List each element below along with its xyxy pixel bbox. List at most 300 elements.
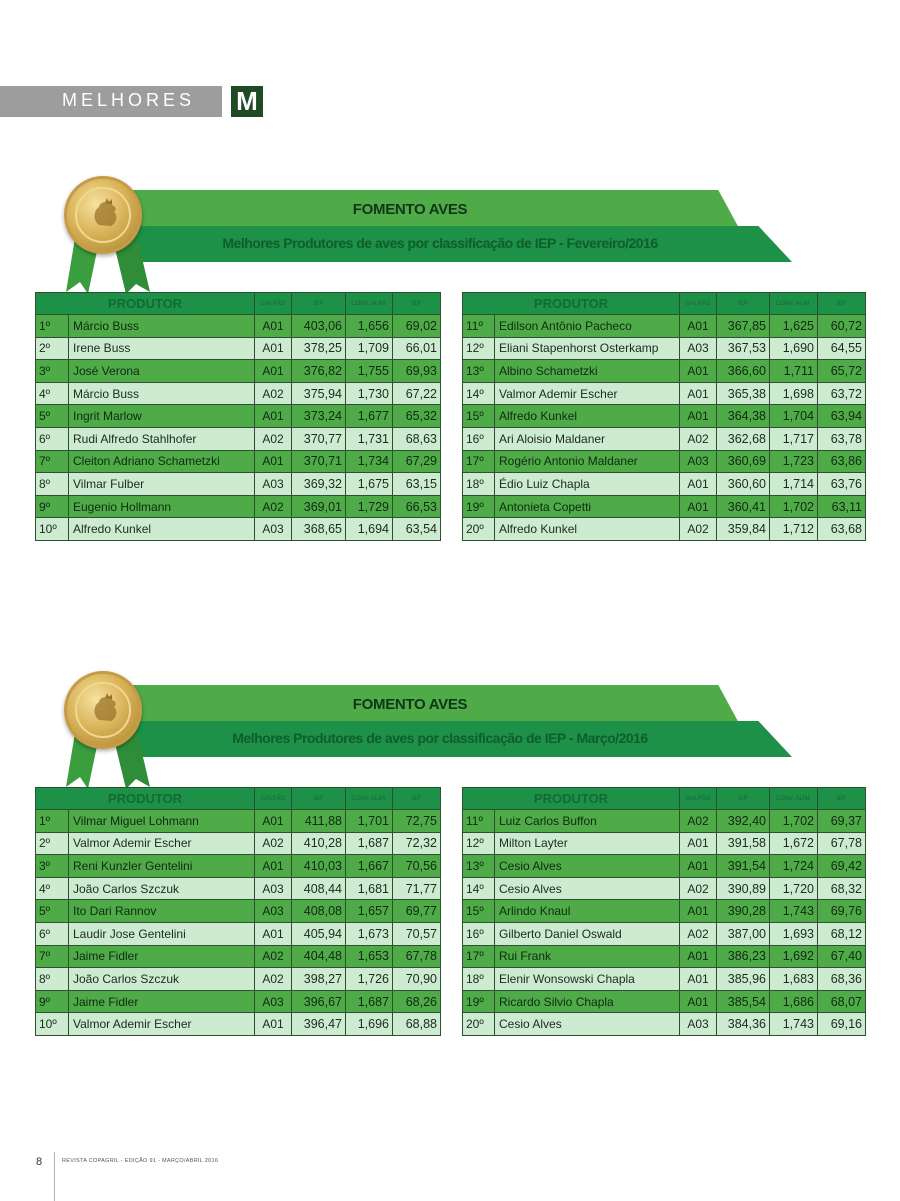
col-conv: CONV. ALIM.: [346, 293, 393, 315]
producer-cell: Édio Luiz Chapla: [495, 473, 680, 496]
conversion-cell: 1,657: [346, 900, 393, 923]
code-cell: A01: [255, 405, 292, 428]
rank-cell: 17º: [463, 450, 495, 473]
table-row: [463, 473, 866, 496]
code-cell: A01: [255, 315, 292, 338]
rank-cell: 2º: [36, 832, 69, 855]
ief-cell: 63,15: [393, 473, 441, 496]
table-row: [36, 337, 441, 360]
col-ief: IEF: [818, 788, 866, 810]
code-cell: A02: [255, 495, 292, 518]
code-cell: A01: [255, 360, 292, 383]
producer-cell: Edilson Antônio Pacheco: [495, 315, 680, 338]
table-row: [463, 382, 866, 405]
table-row: [463, 360, 866, 383]
table-header-row: [36, 788, 441, 810]
table-row: [463, 810, 866, 833]
table-row: [463, 450, 866, 473]
iep-cell: 396,67: [292, 990, 346, 1013]
ief-cell: 63,68: [818, 518, 866, 541]
code-cell: A02: [255, 945, 292, 968]
ief-cell: 68,12: [818, 922, 866, 945]
rank-cell: 20º: [463, 518, 495, 541]
iep-cell: 359,84: [717, 518, 770, 541]
code-cell: A02: [255, 427, 292, 450]
footer-caption: REVISTA COPAGRIL - EDIÇÃO 91 - MARÇO/ABRIL 2016: [62, 1158, 219, 1164]
col-code: GALPÃO: [680, 293, 717, 315]
iep-cell: 391,58: [717, 832, 770, 855]
ief-cell: 69,42: [818, 855, 866, 878]
table-header-row: [36, 293, 441, 315]
producer-cell: Eugenio Hollmann: [69, 495, 255, 518]
code-cell: A02: [680, 877, 717, 900]
conversion-cell: 1,734: [346, 450, 393, 473]
code-cell: A01: [680, 990, 717, 1013]
producer-cell: Cesio Alves: [495, 1013, 680, 1036]
producer-cell: Valmor Ademir Escher: [69, 1013, 255, 1036]
table-row: [463, 900, 866, 923]
ief-cell: 63,78: [818, 427, 866, 450]
ief-cell: 70,90: [393, 968, 441, 991]
ief-cell: 63,72: [818, 382, 866, 405]
producer-cell: Vilmar Miguel Lohmann: [69, 810, 255, 833]
iep-cell: 364,38: [717, 405, 770, 428]
code-cell: A03: [680, 1013, 717, 1036]
code-cell: A01: [680, 945, 717, 968]
producer-cell: Valmor Ademir Escher: [69, 832, 255, 855]
conversion-cell: 1,755: [346, 360, 393, 383]
rank-cell: 5º: [36, 900, 69, 923]
ief-cell: 67,40: [818, 945, 866, 968]
table-row: [463, 990, 866, 1013]
col-code: GALPÃO: [680, 788, 717, 810]
conversion-cell: 1,717: [770, 427, 818, 450]
code-cell: A01: [680, 382, 717, 405]
conversion-cell: 1,653: [346, 945, 393, 968]
table-row: [36, 473, 441, 496]
rank-cell: 3º: [36, 360, 69, 383]
conversion-cell: 1,702: [770, 495, 818, 518]
col-conv: CONV. ALIM.: [770, 293, 818, 315]
producer-cell: Ari Aloisio Maldaner: [495, 427, 680, 450]
producer-cell: Gilberto Daniel Oswald: [495, 922, 680, 945]
rank-cell: 15º: [463, 900, 495, 923]
code-cell: A01: [680, 473, 717, 496]
producer-cell: Alfredo Kunkel: [495, 518, 680, 541]
producer-cell: Antonieta Copetti: [495, 495, 680, 518]
iep-cell: 411,88: [292, 810, 346, 833]
table-row: [463, 427, 866, 450]
ief-cell: 66,01: [393, 337, 441, 360]
conversion-cell: 1,730: [346, 382, 393, 405]
rank-cell: 18º: [463, 473, 495, 496]
producer-cell: Albino Schametzki: [495, 360, 680, 383]
ief-cell: 67,78: [393, 945, 441, 968]
rank-cell: 11º: [463, 315, 495, 338]
table-row: [463, 405, 866, 428]
section-subtitle: Melhores Produtores de aves por classificação de IEP - Março/2016: [232, 730, 648, 746]
iep-cell: 392,40: [717, 810, 770, 833]
conversion-cell: 1,692: [770, 945, 818, 968]
iep-cell: 360,69: [717, 450, 770, 473]
table-row: [36, 900, 441, 923]
conversion-cell: 1,743: [770, 900, 818, 923]
rank-cell: 10º: [36, 518, 69, 541]
section-label: MELHORES: [62, 90, 196, 110]
conversion-cell: 1,709: [346, 337, 393, 360]
table-row: [463, 337, 866, 360]
col-iep: IEP: [717, 293, 770, 315]
table-row: [463, 315, 866, 338]
ief-cell: 64,55: [818, 337, 866, 360]
iep-cell: 410,28: [292, 832, 346, 855]
gold-medal-icon: [64, 671, 142, 749]
rank-cell: 20º: [463, 1013, 495, 1036]
producer-cell: Eliani Stapenhorst Osterkamp: [495, 337, 680, 360]
iep-cell: 370,71: [292, 450, 346, 473]
conversion-cell: 1,702: [770, 810, 818, 833]
code-cell: A03: [255, 518, 292, 541]
producer-cell: Rogério Antonio Maldaner: [495, 450, 680, 473]
col-producer: PRODUTOR: [463, 788, 680, 810]
iep-cell: 386,23: [717, 945, 770, 968]
ief-cell: 68,07: [818, 990, 866, 1013]
ief-cell: 69,76: [818, 900, 866, 923]
col-ief: IEF: [393, 293, 441, 315]
iep-cell: 398,27: [292, 968, 346, 991]
ief-cell: 63,94: [818, 405, 866, 428]
producer-cell: Alfredo Kunkel: [495, 405, 680, 428]
col-iep: IEP: [717, 788, 770, 810]
ief-cell: 67,29: [393, 450, 441, 473]
conversion-cell: 1,656: [346, 315, 393, 338]
rank-cell: 2º: [36, 337, 69, 360]
code-cell: A01: [680, 405, 717, 428]
col-iep: IEP: [292, 293, 346, 315]
producer-cell: Elenir Wonsowski Chapla: [495, 968, 680, 991]
ief-cell: 65,72: [818, 360, 866, 383]
table-row: [36, 495, 441, 518]
iep-cell: 405,94: [292, 922, 346, 945]
producer-cell: Ingrit Marlow: [69, 405, 255, 428]
rank-cell: 18º: [463, 968, 495, 991]
iep-cell: 385,54: [717, 990, 770, 1013]
table-row: [463, 855, 866, 878]
code-cell: A03: [255, 900, 292, 923]
producer-cell: Márcio Buss: [69, 382, 255, 405]
code-cell: A01: [255, 1013, 292, 1036]
ief-cell: 70,56: [393, 855, 441, 878]
ief-cell: 63,11: [818, 495, 866, 518]
iep-cell: 369,32: [292, 473, 346, 496]
rank-cell: 5º: [36, 405, 69, 428]
conversion-cell: 1,694: [346, 518, 393, 541]
iep-cell: 367,85: [717, 315, 770, 338]
ief-cell: 71,77: [393, 877, 441, 900]
conversion-cell: 1,726: [346, 968, 393, 991]
iep-cell: 396,47: [292, 1013, 346, 1036]
code-cell: A02: [255, 832, 292, 855]
table-row: [36, 427, 441, 450]
conversion-cell: 1,693: [770, 922, 818, 945]
table-row: [36, 1013, 441, 1036]
producer-cell: Reni Kunzler Gentelini: [69, 855, 255, 878]
col-code: GALPÃO: [255, 788, 292, 810]
code-cell: A02: [680, 810, 717, 833]
producer-cell: Jaime Fidler: [69, 945, 255, 968]
ief-cell: 69,16: [818, 1013, 866, 1036]
rank-cell: 7º: [36, 945, 69, 968]
producer-cell: Laudir Jose Gentelini: [69, 922, 255, 945]
rank-cell: 11º: [463, 810, 495, 833]
producer-cell: Jaime Fidler: [69, 990, 255, 1013]
ief-cell: 66,53: [393, 495, 441, 518]
rank-cell: 4º: [36, 382, 69, 405]
rank-cell: 6º: [36, 922, 69, 945]
conversion-cell: 1,714: [770, 473, 818, 496]
col-ief: IEF: [818, 293, 866, 315]
iep-cell: 373,24: [292, 405, 346, 428]
table-row: [463, 922, 866, 945]
conversion-cell: 1,731: [346, 427, 393, 450]
conversion-cell: 1,686: [770, 990, 818, 1013]
iep-cell: 367,53: [717, 337, 770, 360]
ief-cell: 67,78: [818, 832, 866, 855]
ief-cell: 69,02: [393, 315, 441, 338]
col-conv: CONV. ALIM.: [770, 788, 818, 810]
table-row: [36, 405, 441, 428]
table-header-row: [463, 293, 866, 315]
table-row: [463, 832, 866, 855]
conversion-cell: 1,681: [346, 877, 393, 900]
col-producer: PRODUTOR: [36, 788, 255, 810]
producer-cell: Cleiton Adriano Schametzki: [69, 450, 255, 473]
iep-cell: 362,68: [717, 427, 770, 450]
rooster-icon: [85, 195, 125, 235]
rank-cell: 17º: [463, 945, 495, 968]
rank-cell: 4º: [36, 877, 69, 900]
conversion-cell: 1,729: [346, 495, 393, 518]
conversion-cell: 1,704: [770, 405, 818, 428]
code-cell: A03: [255, 990, 292, 1013]
rank-cell: 12º: [463, 337, 495, 360]
code-cell: A01: [680, 360, 717, 383]
conversion-cell: 1,687: [346, 832, 393, 855]
ief-cell: 68,32: [818, 877, 866, 900]
conversion-cell: 1,723: [770, 450, 818, 473]
ief-cell: 69,77: [393, 900, 441, 923]
producer-cell: Milton Layter: [495, 832, 680, 855]
table-row: [463, 877, 866, 900]
conversion-cell: 1,690: [770, 337, 818, 360]
section-badge: M: [231, 86, 263, 117]
rank-cell: 13º: [463, 855, 495, 878]
producer-cell: José Verona: [69, 360, 255, 383]
conversion-cell: 1,675: [346, 473, 393, 496]
table-row: [36, 382, 441, 405]
rank-cell: 14º: [463, 382, 495, 405]
rank-cell: 7º: [36, 450, 69, 473]
ief-cell: 69,93: [393, 360, 441, 383]
producer-cell: Arlindo Knaul: [495, 900, 680, 923]
code-cell: A01: [255, 810, 292, 833]
conversion-cell: 1,687: [346, 990, 393, 1013]
col-iep: IEP: [292, 788, 346, 810]
code-cell: A02: [680, 922, 717, 945]
code-cell: A02: [255, 968, 292, 991]
producer-cell: Valmor Ademir Escher: [495, 382, 680, 405]
ief-cell: 68,88: [393, 1013, 441, 1036]
code-cell: A03: [255, 877, 292, 900]
iep-cell: 376,82: [292, 360, 346, 383]
table-row: [36, 315, 441, 338]
producer-cell: João Carlos Szczuk: [69, 968, 255, 991]
section-title: FOMENTO AVES: [352, 696, 468, 713]
conversion-cell: 1,696: [346, 1013, 393, 1036]
ief-cell: 70,57: [393, 922, 441, 945]
col-code: GALPÃO: [255, 293, 292, 315]
iep-cell: 366,60: [717, 360, 770, 383]
conversion-cell: 1,672: [770, 832, 818, 855]
rank-cell: 16º: [463, 427, 495, 450]
code-cell: A01: [680, 315, 717, 338]
col-producer: PRODUTOR: [36, 293, 255, 315]
code-cell: A01: [255, 337, 292, 360]
producer-cell: Cesio Alves: [495, 855, 680, 878]
footer-divider: [54, 1152, 55, 1201]
producer-cell: Alfredo Kunkel: [69, 518, 255, 541]
ief-cell: 72,75: [393, 810, 441, 833]
producer-cell: Cesio Alves: [495, 877, 680, 900]
producer-cell: Vilmar Fulber: [69, 473, 255, 496]
rank-cell: 8º: [36, 473, 69, 496]
rank-cell: 9º: [36, 990, 69, 1013]
conversion-cell: 1,683: [770, 968, 818, 991]
rank-cell: 6º: [36, 427, 69, 450]
rank-cell: 16º: [463, 922, 495, 945]
conversion-cell: 1,625: [770, 315, 818, 338]
iep-cell: 360,41: [717, 495, 770, 518]
code-cell: A01: [680, 495, 717, 518]
table-row: [36, 855, 441, 878]
ief-cell: 67,22: [393, 382, 441, 405]
conversion-cell: 1,677: [346, 405, 393, 428]
iep-cell: 384,36: [717, 1013, 770, 1036]
iep-cell: 403,06: [292, 315, 346, 338]
ief-cell: 72,32: [393, 832, 441, 855]
conversion-cell: 1,673: [346, 922, 393, 945]
section-subtitle: Melhores Produtores de aves por classificação de IEP - Fevereiro/2016: [222, 235, 658, 251]
code-cell: A03: [680, 450, 717, 473]
ranking-table-left: [35, 292, 441, 541]
producer-cell: João Carlos Szczuk: [69, 877, 255, 900]
iep-cell: 387,00: [717, 922, 770, 945]
table-row: [36, 518, 441, 541]
table-row: [36, 810, 441, 833]
code-cell: A01: [255, 855, 292, 878]
iep-cell: 390,89: [717, 877, 770, 900]
rank-cell: 1º: [36, 810, 69, 833]
conversion-cell: 1,698: [770, 382, 818, 405]
ief-cell: 69,37: [818, 810, 866, 833]
code-cell: A03: [680, 337, 717, 360]
iep-cell: 378,25: [292, 337, 346, 360]
rank-cell: 10º: [36, 1013, 69, 1036]
iep-cell: 370,77: [292, 427, 346, 450]
table-row: [463, 495, 866, 518]
ranking-table-right: [462, 292, 866, 541]
ief-cell: 68,36: [818, 968, 866, 991]
table-row: [36, 945, 441, 968]
iep-cell: 385,96: [717, 968, 770, 991]
ranking-table-right: [462, 787, 866, 1036]
rank-cell: 13º: [463, 360, 495, 383]
col-producer: PRODUTOR: [463, 293, 680, 315]
iep-cell: 410,03: [292, 855, 346, 878]
table-row: [36, 360, 441, 383]
code-cell: A01: [255, 922, 292, 945]
table-row: [463, 518, 866, 541]
code-cell: A01: [680, 900, 717, 923]
rooster-icon: [85, 690, 125, 730]
iep-cell: 390,28: [717, 900, 770, 923]
conversion-cell: 1,701: [346, 810, 393, 833]
iep-cell: 365,38: [717, 382, 770, 405]
rank-cell: 8º: [36, 968, 69, 991]
producer-cell: Luiz Carlos Buffon: [495, 810, 680, 833]
iep-cell: 375,94: [292, 382, 346, 405]
code-cell: A02: [680, 427, 717, 450]
page-number: 8: [36, 1156, 43, 1168]
ief-cell: 63,76: [818, 473, 866, 496]
rank-cell: 1º: [36, 315, 69, 338]
iep-cell: 369,01: [292, 495, 346, 518]
table-row: [36, 450, 441, 473]
conversion-cell: 1,743: [770, 1013, 818, 1036]
rank-cell: 19º: [463, 495, 495, 518]
table-row: [463, 968, 866, 991]
rank-cell: 14º: [463, 877, 495, 900]
ranking-table-left: [35, 787, 441, 1036]
rank-cell: 3º: [36, 855, 69, 878]
col-conv: CONV. ALIM.: [346, 788, 393, 810]
producer-cell: Rui Frank: [495, 945, 680, 968]
section-title: FOMENTO AVES: [352, 201, 468, 218]
conversion-cell: 1,724: [770, 855, 818, 878]
producer-cell: Rudi Alfredo Stahlhofer: [69, 427, 255, 450]
rank-cell: 15º: [463, 405, 495, 428]
conversion-cell: 1,711: [770, 360, 818, 383]
table-header-row: [463, 788, 866, 810]
table-row: [36, 968, 441, 991]
table-row: [36, 877, 441, 900]
iep-cell: 360,60: [717, 473, 770, 496]
conversion-cell: 1,667: [346, 855, 393, 878]
code-cell: A02: [680, 518, 717, 541]
code-cell: A02: [255, 382, 292, 405]
ief-cell: 63,54: [393, 518, 441, 541]
iep-cell: 368,65: [292, 518, 346, 541]
table-row: [463, 945, 866, 968]
code-cell: A01: [680, 968, 717, 991]
gold-medal-icon: [64, 176, 142, 254]
rank-cell: 12º: [463, 832, 495, 855]
iep-cell: 408,44: [292, 877, 346, 900]
table-row: [36, 922, 441, 945]
col-ief: IEF: [393, 788, 441, 810]
code-cell: A01: [680, 832, 717, 855]
code-cell: A01: [255, 450, 292, 473]
